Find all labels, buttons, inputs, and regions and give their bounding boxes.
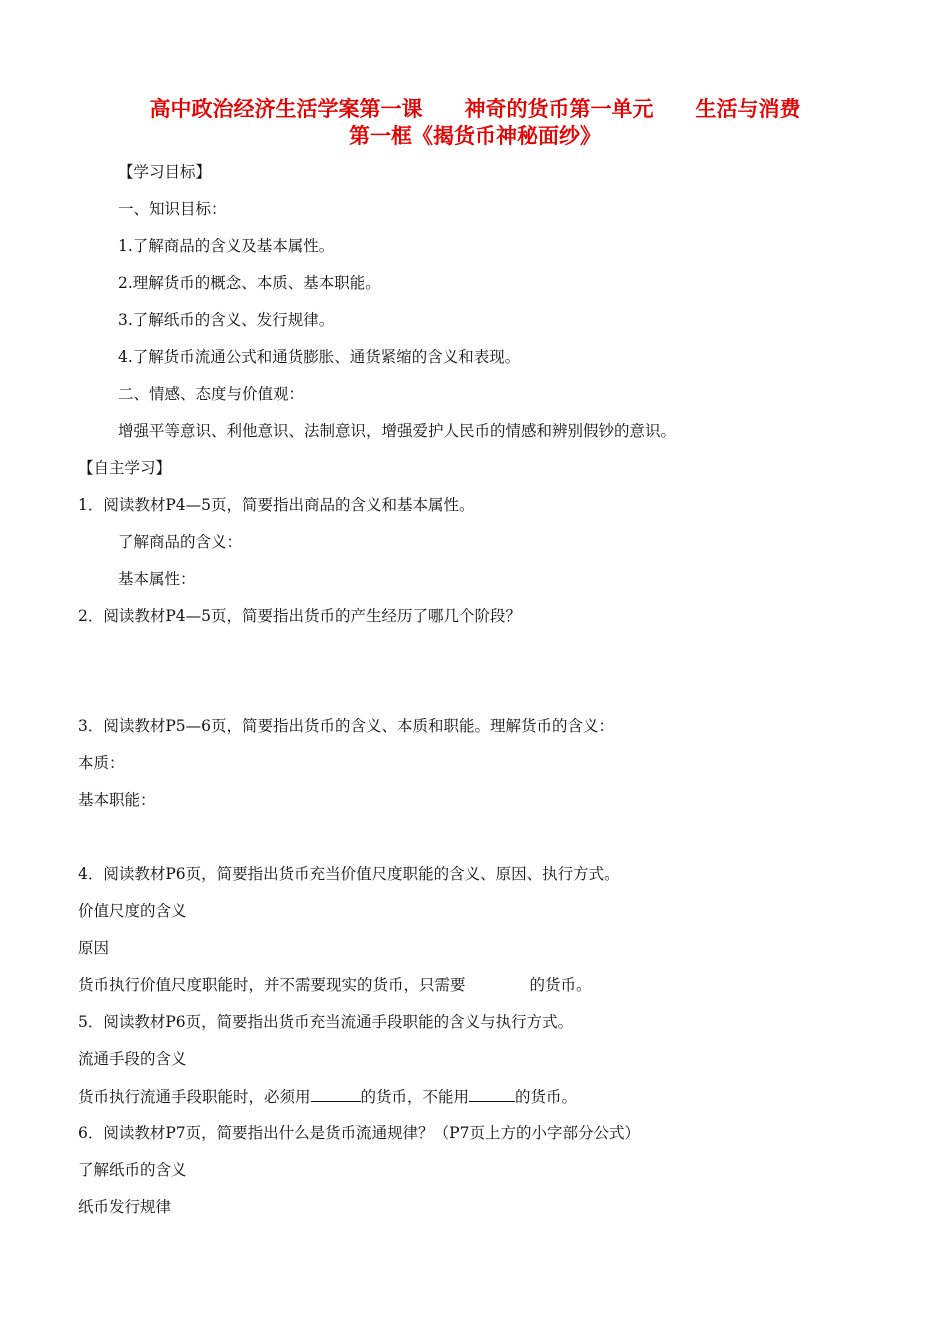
question-6: 6．阅读教材P7页，简要指出什么是货币流通规律？（P7页上方的小字部分公式） — [78, 1124, 640, 1142]
blank-space — [466, 975, 530, 990]
question-2: 2．阅读教材P4—5页，简要指出货币的产生经历了哪几个阶段？ — [78, 607, 522, 625]
question-5: 5．阅读教材P6页，简要指出货币充当流通手段职能的含义与执行方式。 — [78, 1013, 574, 1031]
sentence-part: 的货币。 — [515, 1088, 578, 1106]
answer-prompt: 价值尺度的含义 — [78, 902, 187, 920]
sentence-part: 的货币，不能用 — [360, 1088, 470, 1106]
answer-prompt: 了解纸币的含义 — [78, 1161, 187, 1179]
blank-line — [469, 1086, 515, 1102]
goal-item: 3.了解纸币的含义、发行规律。 — [118, 311, 335, 329]
question-1: 1．阅读教材P4—5页，简要指出商品的含义和基本属性。 — [78, 496, 475, 514]
answer-prompt: 了解商品的含义： — [118, 533, 243, 551]
answer-prompt: 本质： — [78, 754, 125, 772]
section-heading-objectives: 【学习目标】 — [118, 163, 212, 181]
attitude-goal-text: 增强平等意识、利他意识、法制意识，增强爱护人民币的情感和辨别假钞的意识。 — [118, 422, 677, 440]
answer-prompt: 流通手段的含义 — [78, 1050, 187, 1068]
section-heading-self-study: 【自主学习】 — [78, 459, 172, 477]
answer-prompt: 基本职能： — [78, 791, 156, 809]
answer-prompt: 基本属性： — [118, 570, 196, 588]
fill-in-sentence — [78, 1086, 577, 1107]
fill-in-sentence — [78, 975, 592, 995]
goal-item: 4.了解货币流通公式和通货膨胀、通货紧缩的含义和表现。 — [118, 348, 521, 366]
blank-line — [311, 1086, 361, 1102]
knowledge-goals-heading: 一、知识目标： — [118, 200, 227, 218]
title-line-1: 高中政治经济生活学案第一课 神奇的货币第一单元 生活与消费 — [149, 97, 801, 121]
sentence-part: 的货币。 — [529, 976, 592, 994]
goal-item: 1.了解商品的含义及基本属性。 — [118, 237, 335, 255]
answer-prompt: 原因 — [78, 939, 110, 957]
title-line-2: 第一框《揭货币神秘面纱》 — [349, 124, 601, 148]
sentence-part: 货币执行流通手段职能时，必须用 — [78, 1088, 311, 1106]
question-4: 4．阅读教材P6页，简要指出货币充当价值尺度职能的含义、原因、执行方式。 — [78, 865, 620, 883]
answer-prompt: 纸币发行规律 — [78, 1198, 172, 1216]
goal-item: 2.理解货币的概念、本质、基本职能。 — [118, 274, 381, 292]
sentence-part: 货币执行价值尺度职能时，并不需要现实的货币，只需要 — [78, 976, 466, 994]
attitude-goals-heading: 二、情感、态度与价值观： — [118, 385, 305, 403]
question-3: 3．阅读教材P5—6页，简要指出货币的含义、本质和职能。理解货币的含义： — [78, 717, 615, 735]
